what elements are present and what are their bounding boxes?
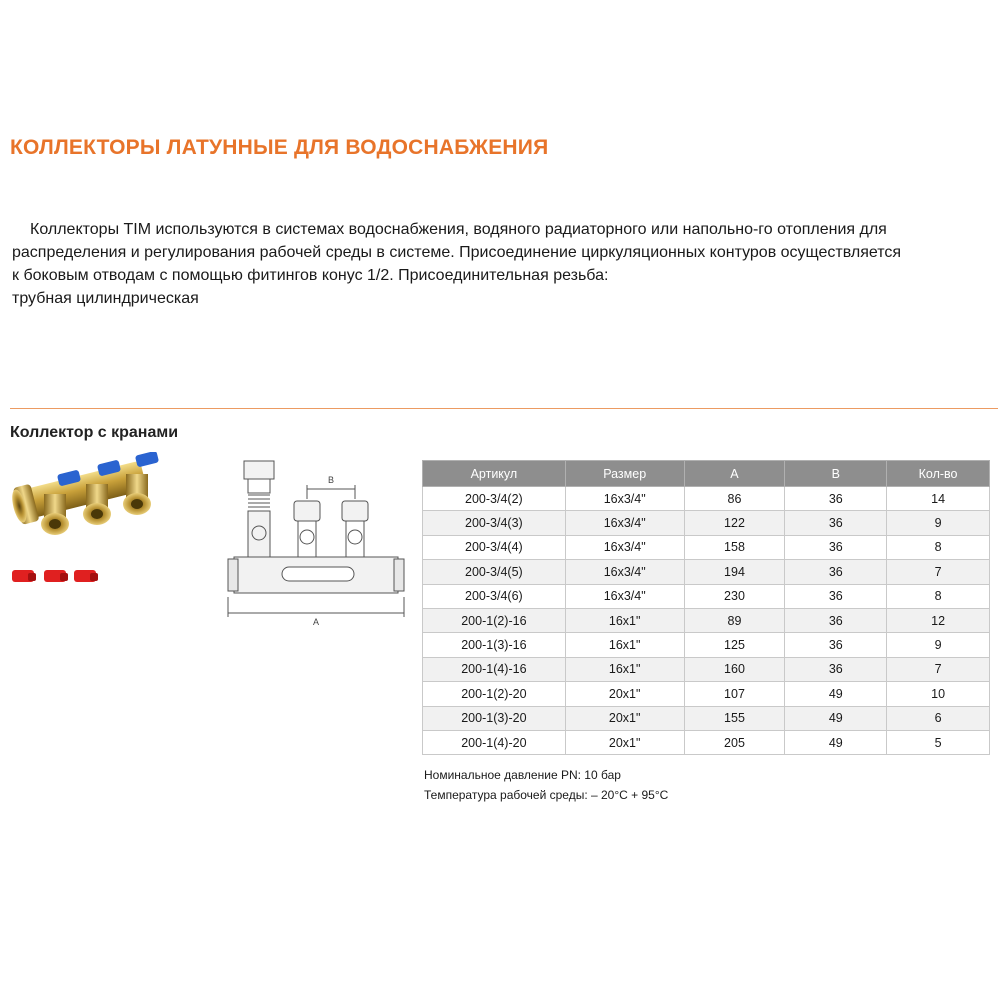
cell-article: 200-1(3)-16 xyxy=(423,633,566,657)
cell-size: 16x1" xyxy=(565,657,684,681)
cell-b: 49 xyxy=(785,682,887,706)
intro-line: распределения и регулирования рабочей среды в системе. Присоединение циркуляционных контуров осуществляется xyxy=(12,244,902,261)
cell-b: 36 xyxy=(785,487,887,511)
spec-table xyxy=(422,460,990,755)
cell-article: 200-1(4)-20 xyxy=(423,730,566,754)
cell-b: 36 xyxy=(785,608,887,632)
technical-drawing xyxy=(222,455,412,635)
intro-line: трубная цилиндрическая xyxy=(12,290,199,307)
col-header-size: Размер xyxy=(565,461,684,487)
table-row xyxy=(423,682,990,706)
cell-size: 16x3/4" xyxy=(565,511,684,535)
col-header-b: B xyxy=(785,461,887,487)
cell-a: 194 xyxy=(684,560,785,584)
manifold-photo xyxy=(8,452,208,602)
cell-article: 200-1(2)-20 xyxy=(423,682,566,706)
cell-size: 16x3/4" xyxy=(565,584,684,608)
manifold-outlet xyxy=(123,474,151,515)
page-title: КОЛЛЕКТОРЫ ЛАТУННЫЕ ДЛЯ ВОДОСНАБЖЕНИЯ xyxy=(10,136,549,159)
cell-a: 125 xyxy=(684,633,785,657)
col-header-a: A xyxy=(684,461,785,487)
cell-article: 200-3/4(6) xyxy=(423,584,566,608)
table-row xyxy=(423,511,990,535)
cell-a: 107 xyxy=(684,682,785,706)
temperature-note: Температура рабочей среды: – 20°С + 95°С xyxy=(424,788,669,802)
cell-article: 200-3/4(4) xyxy=(423,535,566,559)
cell-a: 205 xyxy=(684,730,785,754)
cell-qty: 8 xyxy=(887,584,990,608)
cell-a: 230 xyxy=(684,584,785,608)
table-row xyxy=(423,560,990,584)
cell-b: 36 xyxy=(785,560,887,584)
spec-notes xyxy=(424,765,668,805)
cell-qty: 7 xyxy=(887,560,990,584)
blue-valve-handle xyxy=(135,452,159,467)
red-valve-handle xyxy=(74,570,98,582)
cell-article: 200-3/4(5) xyxy=(423,560,566,584)
cell-a: 122 xyxy=(684,511,785,535)
col-header-article: Артикул xyxy=(423,461,566,487)
red-valve-handle xyxy=(12,570,36,582)
cell-size: 16x3/4" xyxy=(565,487,684,511)
cell-b: 36 xyxy=(785,633,887,657)
cell-size: 20x1" xyxy=(565,682,684,706)
cell-article: 200-1(2)-16 xyxy=(423,608,566,632)
pressure-note: Номинальное давление PN: 10 бар xyxy=(424,768,621,782)
cell-size: 16x3/4" xyxy=(565,535,684,559)
cell-b: 36 xyxy=(785,535,887,559)
intro-line: к боковым отводам с помощью фитингов конус 1/2. Присоединительная резьба: xyxy=(12,267,609,284)
cell-qty: 5 xyxy=(887,730,990,754)
cell-size: 16x1" xyxy=(565,633,684,657)
cell-qty: 9 xyxy=(887,633,990,657)
cell-a: 89 xyxy=(684,608,785,632)
cell-size: 16x3/4" xyxy=(565,560,684,584)
cell-a: 160 xyxy=(684,657,785,681)
table-row xyxy=(423,535,990,559)
table-row xyxy=(423,633,990,657)
table-row xyxy=(423,706,990,730)
table-header-row xyxy=(423,461,990,487)
cell-b: 36 xyxy=(785,584,887,608)
cell-qty: 8 xyxy=(887,535,990,559)
manifold-outlet xyxy=(41,494,69,535)
manifold-outlet xyxy=(83,484,111,525)
cell-qty: 12 xyxy=(887,608,990,632)
dimension-label-b: B xyxy=(327,475,335,485)
cell-article: 200-1(3)-20 xyxy=(423,706,566,730)
cell-article: 200-3/4(2) xyxy=(423,487,566,511)
cell-a: 158 xyxy=(684,535,785,559)
cell-article: 200-3/4(3) xyxy=(423,511,566,535)
section-title: Коллектор с кранами xyxy=(10,424,179,441)
section-divider xyxy=(10,408,998,409)
cell-size: 20x1" xyxy=(565,706,684,730)
intro-text xyxy=(12,218,1000,310)
cell-a: 155 xyxy=(684,706,785,730)
cell-article: 200-1(4)-16 xyxy=(423,657,566,681)
intro-line: Коллекторы TIM используются в системах водоснабжения, водяного радиаторного или напольно-го отопления для xyxy=(30,221,887,238)
cell-size: 20x1" xyxy=(565,730,684,754)
red-valve-handle xyxy=(44,570,68,582)
cell-qty: 7 xyxy=(887,657,990,681)
cell-a: 86 xyxy=(684,487,785,511)
table-row xyxy=(423,584,990,608)
cell-qty: 9 xyxy=(887,511,990,535)
table-row xyxy=(423,487,990,511)
table-row xyxy=(423,608,990,632)
cell-qty: 6 xyxy=(887,706,990,730)
cell-qty: 10 xyxy=(887,682,990,706)
cell-b: 49 xyxy=(785,706,887,730)
cell-size: 16x1" xyxy=(565,608,684,632)
table-row xyxy=(423,730,990,754)
cell-b: 49 xyxy=(785,730,887,754)
col-header-qty: Кол-во xyxy=(887,461,990,487)
cell-qty: 14 xyxy=(887,487,990,511)
dimension-label-a: A xyxy=(312,617,320,627)
table-row xyxy=(423,657,990,681)
cell-b: 36 xyxy=(785,511,887,535)
cell-b: 36 xyxy=(785,657,887,681)
